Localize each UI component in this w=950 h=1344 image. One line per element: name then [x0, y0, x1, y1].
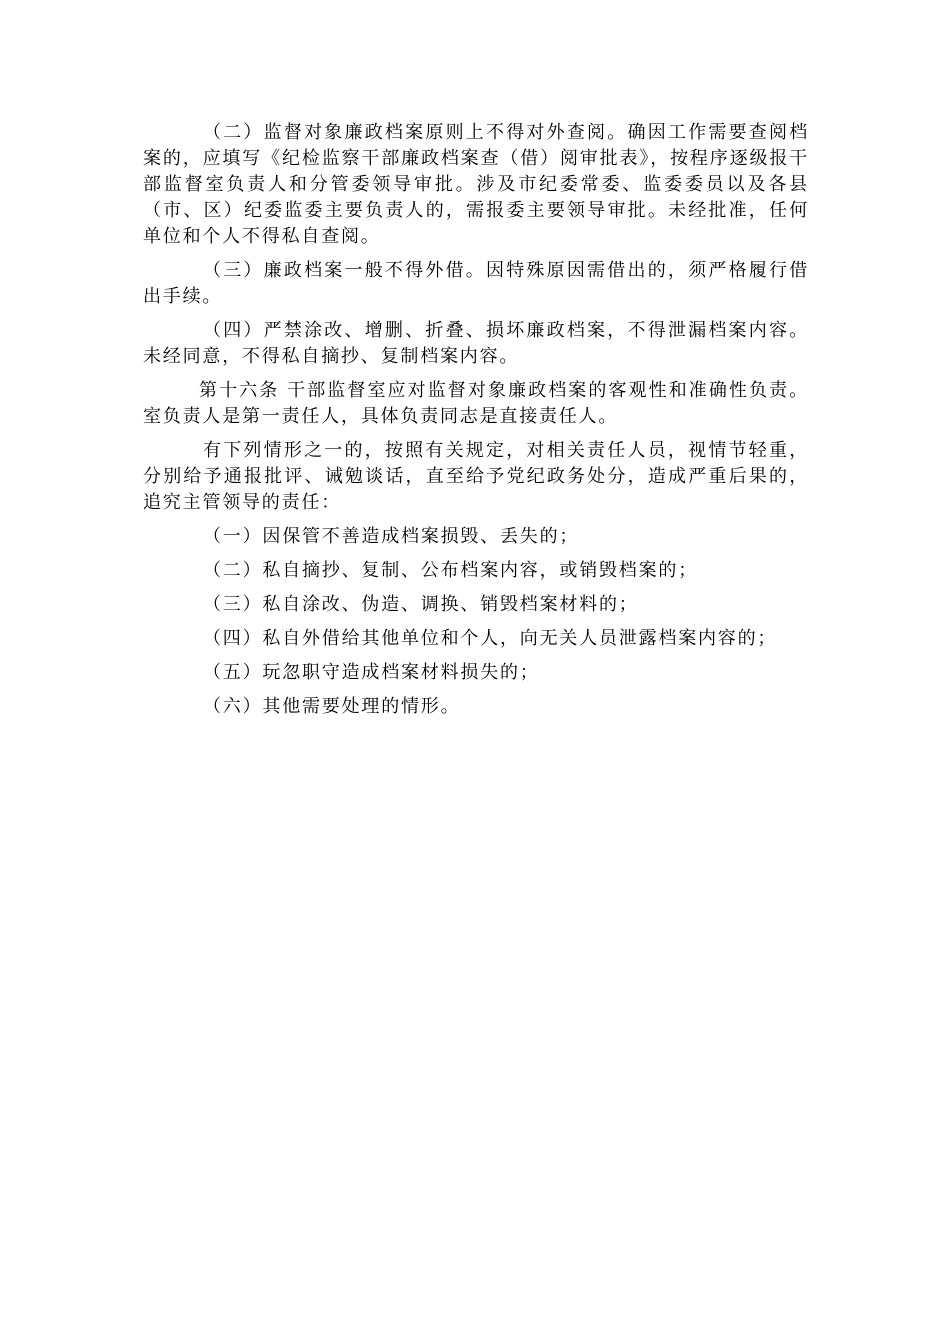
list-item: （二）私自摘抄、复制、公布档案内容，或销毁档案的； [203, 560, 698, 581]
list-item: （六）其他需要处理的情形。 [203, 696, 461, 717]
paragraph-alteration-rule: （四）严禁涂改、增删、折叠、损坏廉政档案，不得泄漏档案内容。未经同意，不得私自摘抄、复制档案内容。 [143, 320, 809, 367]
paragraph-inspection-rule: （二）监督对象廉政档案原则上不得对外查阅。确因工作需要查阅档案的，应填写《纪检监察干部廉政档案查（借）阅审批表》，按程序逐级报干部监督室负责人和分管委领导审批。涉及市纪委常委、监委委员以及各县（市、区）纪委监委主要负责人的，需报委主要领导审批。未经批准，任何单位和个人不得私自查阅。 [143, 122, 809, 247]
paragraph-lending-rule: （三）廉政档案一般不得外借。因特殊原因需借出的，须严格履行借出手续。 [143, 260, 809, 307]
document-body [143, 120, 809, 728]
paragraph-penalty-intro: 有下列情形之一的，按照有关规定，对相关责任人员，视情节轻重，分别给予通报批评、诫勉谈话，直至给予党纪政务处分，造成严重后果的，追究主管领导的责任： [143, 440, 809, 513]
list-item: （四）私自外借给其他单位和个人，向无关人员泄露档案内容的； [203, 628, 778, 649]
list-item: （一）因保管不善造成档案损毁、丢失的； [203, 526, 580, 547]
list-item: （五）玩忽职守造成档案材料损失的； [203, 662, 540, 683]
paragraph-article-16: 第十六条 干部监督室应对监督对象廉政档案的客观性和准确性负责。室负责人是第一责任人，具体负责同志是直接责任人。 [143, 380, 809, 427]
list-item: （三）私自涂改、伪造、调换、销毁档案材料的； [203, 594, 639, 615]
